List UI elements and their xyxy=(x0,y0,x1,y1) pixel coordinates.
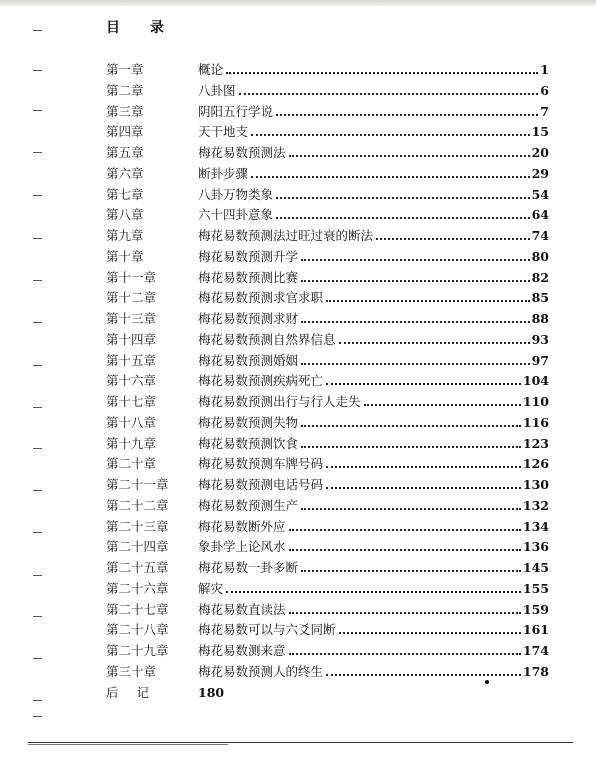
margin-tick xyxy=(33,110,42,111)
toc-entry[interactable] xyxy=(106,662,549,683)
page-number: 64 xyxy=(531,207,549,223)
toc-entry[interactable] xyxy=(106,102,549,123)
page-number: 29 xyxy=(531,165,549,181)
dot-leader xyxy=(326,487,521,489)
chapter-number: 第九章 xyxy=(106,228,144,243)
page-number: 15 xyxy=(531,124,549,140)
toc-entry[interactable] xyxy=(106,81,549,102)
dot-leader xyxy=(289,653,521,655)
page-number: 123 xyxy=(522,435,549,451)
page-number: 136 xyxy=(522,539,549,555)
chapter-title: 断卦步骤 xyxy=(198,165,249,181)
page-number: 20 xyxy=(531,145,549,160)
chapter-number: 第四章 xyxy=(106,124,144,140)
dot-leader xyxy=(301,280,530,282)
chapter-title: 梅花易数预测比赛 xyxy=(198,269,299,285)
page-number: 80 xyxy=(531,248,549,264)
dot-leader xyxy=(339,342,530,344)
chapter-number: 第二十四章 xyxy=(106,539,169,555)
chapter-title: 梅花易数可以与六爻同断 xyxy=(198,622,336,638)
dot-leader xyxy=(226,72,538,74)
dot-leader xyxy=(289,529,521,531)
margin-tick xyxy=(33,30,42,31)
afterword-page-number: 180 xyxy=(198,684,225,700)
chapter-title: 梅花易数预测法 xyxy=(198,145,286,160)
toc-entry[interactable] xyxy=(106,205,549,226)
chapter-number: 第二十八章 xyxy=(106,622,169,638)
toc-list xyxy=(106,60,549,703)
dot-leader xyxy=(289,612,521,614)
margin-tick xyxy=(33,616,42,617)
toc-entry[interactable] xyxy=(106,558,549,579)
dot-leader xyxy=(326,300,530,302)
chapter-number: 第十一章 xyxy=(106,269,157,285)
chapter-title: 梅花易数预测电话号码 xyxy=(198,477,324,492)
page-number: 1 xyxy=(540,62,549,77)
margin-tick xyxy=(33,407,42,408)
chapter-number: 第二十三章 xyxy=(106,518,169,534)
margin-tick xyxy=(33,448,42,449)
page-number: 6 xyxy=(540,82,549,98)
page-number: 161 xyxy=(522,622,549,638)
toc-entry[interactable] xyxy=(106,309,549,330)
toc-entry[interactable] xyxy=(106,143,549,164)
page-number: 159 xyxy=(522,601,549,617)
page-number: 97 xyxy=(531,352,549,368)
chapter-title: 梅花易数预测升学 xyxy=(198,248,299,264)
margin-tick xyxy=(33,716,42,717)
chapter-title: 梅花易数预测出行与行人走失 xyxy=(198,394,361,409)
page-number: 178 xyxy=(522,663,549,679)
dot-leader xyxy=(301,446,521,448)
page-number: 104 xyxy=(522,373,549,389)
dot-leader xyxy=(301,508,521,510)
margin-tick xyxy=(33,658,42,659)
toc-entry[interactable] xyxy=(106,268,549,289)
chapter-number: 第十五章 xyxy=(106,352,157,368)
afterword-label: 后记 xyxy=(106,684,168,700)
chapter-number: 第十六章 xyxy=(106,373,157,389)
toc-entry[interactable] xyxy=(106,247,549,268)
chapter-title: 天干地支 xyxy=(198,124,249,140)
bottom-rule-shadow xyxy=(28,744,228,745)
chapter-title: 解灾 xyxy=(198,580,224,596)
chapter-title: 梅花易数预测车牌号码 xyxy=(198,456,324,472)
toc-heading xyxy=(106,17,164,37)
dot-leader xyxy=(301,321,530,323)
chapter-title: 梅花易数预测人的终生 xyxy=(198,663,324,679)
chapter-title: 梅花易数预测饮食 xyxy=(198,435,299,451)
chapter-number: 第十章 xyxy=(106,248,144,264)
dot-leader xyxy=(326,383,521,385)
chapter-title: 梅花易数预测失物 xyxy=(198,414,299,430)
bottom-rule xyxy=(28,742,573,743)
chapter-number: 第十九章 xyxy=(106,435,157,451)
dot-leader xyxy=(301,425,521,427)
dot-leader xyxy=(226,591,521,593)
margin-tick xyxy=(33,322,42,323)
page-top-edge xyxy=(0,0,596,6)
page-number: 116 xyxy=(522,414,549,430)
margin-tick xyxy=(33,195,42,196)
page-number: 174 xyxy=(522,643,549,658)
toc-entry[interactable] xyxy=(106,537,549,558)
toc-entry[interactable] xyxy=(106,434,549,455)
chapter-title: 梅花易数断外应 xyxy=(198,518,286,534)
chapter-number: 第二十五章 xyxy=(106,560,169,575)
dot-leader xyxy=(276,197,530,199)
page-number: 74 xyxy=(531,228,549,243)
dot-leader xyxy=(301,363,530,365)
page-number: 126 xyxy=(522,456,549,472)
dot-leader xyxy=(276,217,530,219)
toc-entry[interactable] xyxy=(106,351,549,372)
page-number: 7 xyxy=(540,103,549,119)
chapter-title: 梅花易数预测自然界信息 xyxy=(198,331,336,347)
dot-leader xyxy=(251,134,530,136)
chapter-number: 第二十二章 xyxy=(106,497,169,513)
toc-entry[interactable] xyxy=(106,226,549,247)
chapter-title: 象卦学上论风水 xyxy=(198,539,286,555)
toc-entry[interactable] xyxy=(106,330,549,351)
chapter-number: 第二十一章 xyxy=(106,477,169,492)
page-number: 85 xyxy=(531,290,549,306)
toc-entry[interactable] xyxy=(106,288,549,309)
page-number: 134 xyxy=(522,518,549,534)
chapter-number: 第七章 xyxy=(106,186,144,202)
margin-tick xyxy=(33,238,42,239)
chapter-number: 第二十章 xyxy=(106,456,157,472)
page-number: 82 xyxy=(531,269,549,285)
dot-leader xyxy=(326,674,521,676)
stray-ink-dot xyxy=(485,680,489,684)
margin-tick xyxy=(33,152,42,153)
page-number: 54 xyxy=(531,186,549,202)
dot-leader xyxy=(364,404,521,406)
chapter-number: 第二章 xyxy=(106,82,144,98)
page-number: 93 xyxy=(531,331,549,347)
chapter-number: 第十七章 xyxy=(106,394,157,409)
toc-entry[interactable] xyxy=(106,620,549,641)
dot-leader xyxy=(326,466,521,468)
dot-leader xyxy=(301,259,530,261)
toc-entry[interactable] xyxy=(106,122,549,143)
chapter-number: 第十四章 xyxy=(106,331,157,347)
chapter-number: 第八章 xyxy=(106,207,144,223)
margin-tick xyxy=(33,490,42,491)
margin-tick xyxy=(33,280,42,281)
chapter-number: 第三十章 xyxy=(106,663,157,679)
page-number: 130 xyxy=(522,477,549,492)
chapter-number: 第十三章 xyxy=(106,311,157,326)
chapter-title: 八卦万物类象 xyxy=(198,186,274,202)
margin-tick xyxy=(33,70,42,71)
toc-entry[interactable] xyxy=(106,371,549,392)
chapter-title: 概论 xyxy=(198,62,224,77)
toc-heading-right: 录 xyxy=(150,20,164,36)
page-number: 132 xyxy=(522,497,549,513)
toc-entry[interactable] xyxy=(106,600,549,621)
chapter-title: 梅花易数预测生产 xyxy=(198,497,299,513)
chapter-number: 第六章 xyxy=(106,165,144,181)
chapter-number: 第一章 xyxy=(106,62,144,77)
chapter-title: 梅花易数预测法过旺过衰的断法 xyxy=(198,228,374,243)
toc-entry[interactable] xyxy=(106,579,549,600)
toc-entry[interactable] xyxy=(106,164,549,185)
toc-entry[interactable] xyxy=(106,60,549,81)
toc-entry[interactable] xyxy=(106,517,549,538)
toc-entry[interactable] xyxy=(106,454,549,475)
dot-leader xyxy=(339,632,521,634)
toc-entry[interactable] xyxy=(106,413,549,434)
chapter-title: 梅花易数一卦多断 xyxy=(198,560,299,575)
chapter-number: 第三章 xyxy=(106,103,144,119)
margin-tick xyxy=(33,365,42,366)
chapter-number: 第十八章 xyxy=(106,414,157,430)
chapter-number: 第二十九章 xyxy=(106,643,169,658)
chapter-title: 梅花易数预测求财 xyxy=(198,311,299,326)
chapter-title: 阴阳五行学说 xyxy=(198,103,274,119)
chapter-title: 梅花易数测来意 xyxy=(198,643,286,658)
page-number: 88 xyxy=(531,311,549,326)
margin-tick xyxy=(33,575,42,576)
dot-leader xyxy=(301,570,521,572)
chapter-title: 梅花易数预测疾病死亡 xyxy=(198,373,324,389)
page-number: 145 xyxy=(522,560,549,575)
chapter-number: 第二十六章 xyxy=(106,580,169,596)
toc-entry[interactable] xyxy=(106,475,549,496)
afterword-entry[interactable] xyxy=(106,683,549,703)
margin-tick xyxy=(33,700,42,701)
toc-entry[interactable] xyxy=(106,641,549,662)
dot-leader xyxy=(289,155,530,157)
chapter-title: 梅花易数预测求官求职 xyxy=(198,290,324,306)
dot-leader xyxy=(376,238,530,240)
dot-leader xyxy=(251,176,530,178)
dot-leader xyxy=(276,114,538,116)
dot-leader xyxy=(289,549,521,551)
chapter-title: 六十四卦意象 xyxy=(198,207,274,223)
page-number: 155 xyxy=(522,580,549,596)
page-number: 110 xyxy=(522,394,549,409)
chapter-title: 梅花易数预测婚姻 xyxy=(198,352,299,368)
margin-tick xyxy=(33,532,42,533)
dot-leader xyxy=(239,93,539,95)
chapter-number: 第五章 xyxy=(106,145,144,160)
toc-heading-left: 目 xyxy=(106,20,120,36)
chapter-number: 第十二章 xyxy=(106,290,157,306)
chapter-title: 八卦图 xyxy=(198,82,236,98)
chapter-title: 梅花易数直读法 xyxy=(198,601,286,617)
toc-entry[interactable] xyxy=(106,392,549,413)
toc-entry[interactable] xyxy=(106,185,549,206)
chapter-number: 第二十七章 xyxy=(106,601,169,617)
toc-entry[interactable] xyxy=(106,496,549,517)
